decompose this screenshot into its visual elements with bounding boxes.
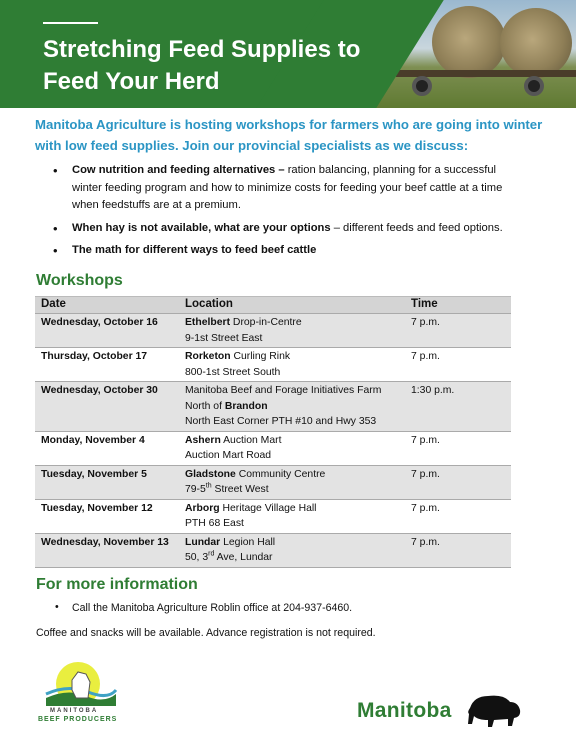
table-row — [35, 432, 511, 466]
table-row — [35, 314, 511, 348]
header-location: Location — [185, 298, 233, 311]
table-row — [35, 348, 511, 382]
town-name: Rorketon — [185, 351, 231, 362]
more-info-heading: For more information — [36, 576, 198, 593]
venue-name: Legion Hall — [220, 536, 276, 548]
topic-item — [53, 162, 523, 215]
topic-item — [53, 242, 523, 260]
topic-bold: Cow nutrition and feeding alternatives – — [72, 164, 285, 176]
row-date: Monday, November 4 — [41, 434, 145, 446]
topic-list — [53, 162, 523, 265]
more-info-list — [55, 602, 352, 614]
row-location — [185, 467, 411, 498]
mbp-logo-line2: BEEF PRODUCERS — [38, 716, 118, 723]
row-date: Wednesday, November 13 — [41, 536, 169, 548]
mbp-logo-line1: MANITOBA — [50, 708, 99, 714]
table-header — [35, 296, 511, 314]
row-time: 7 p.m. — [411, 468, 440, 480]
wagon-wheel — [412, 76, 432, 96]
title-line-1: Stretching Feed Supplies to — [43, 36, 361, 63]
topic-text: – different feeds and feed options. — [330, 221, 503, 234]
row-date: Tuesday, November 12 — [41, 502, 153, 514]
venue-address: 9-1st Street East — [185, 332, 263, 344]
topic-bold: The math for different ways to feed beef cattle — [72, 244, 317, 256]
row-time: 7 p.m. — [411, 317, 440, 328]
venue-name: Auction Mart — [220, 434, 282, 446]
workshops-heading: Workshops — [36, 272, 123, 289]
registration-note: Coffee and snacks will be available. Advance registration is not required. — [36, 627, 376, 639]
venue-name: Manitoba Beef and Forage Initiatives Farm — [185, 385, 382, 396]
venue-address: 79-5th Street West — [185, 482, 269, 495]
row-location — [185, 501, 411, 532]
table-row — [35, 500, 511, 534]
row-date: Wednesday, October 16 — [41, 317, 158, 328]
town-name: Ashern — [185, 434, 221, 446]
row-location — [185, 535, 411, 566]
table-row — [35, 382, 511, 432]
workshops-table — [35, 296, 511, 568]
town-name: Brandon — [224, 400, 268, 412]
hay-bale — [432, 6, 506, 78]
row-location — [185, 349, 411, 380]
table-row — [35, 466, 511, 500]
row-time: 7 p.m. — [411, 502, 440, 514]
wagon-wheel — [524, 76, 544, 96]
row-time: 7 p.m. — [411, 434, 440, 446]
row-date: Thursday, October 17 — [41, 351, 148, 362]
town-name: Gladstone — [185, 468, 236, 480]
title-rule — [43, 22, 98, 24]
row-location — [185, 383, 411, 430]
contact-item: • Call the Manitoba Agriculture Roblin office at 204-937-6460. — [55, 602, 352, 614]
header-banner — [0, 0, 576, 108]
town-name: Arborg — [185, 502, 220, 514]
topic-item — [53, 220, 523, 238]
title-line-2: Feed Your Herd — [43, 68, 220, 95]
row-time: 7 p.m. — [411, 351, 440, 362]
venue-address: 50, 3rd Ave, Lundar — [185, 550, 273, 563]
row-time: 7 p.m. — [411, 536, 440, 548]
venue-name: Curling Rink — [230, 351, 291, 362]
row-location — [185, 315, 411, 346]
page-title — [43, 34, 373, 98]
venue-address: PTH 68 East — [185, 518, 244, 529]
venue-direction: North of — [185, 400, 225, 412]
venue-name: Community Centre — [235, 468, 326, 480]
header-date: Date — [41, 298, 66, 311]
venue-address: Auction Mart Road — [185, 450, 272, 461]
town-name: Lundar — [185, 536, 221, 548]
row-time: 1:30 p.m. — [411, 385, 455, 396]
town-name: Ethelbert — [185, 317, 231, 328]
row-date: Wednesday, October 30 — [41, 385, 158, 396]
row-location — [185, 433, 411, 464]
table-row — [35, 534, 511, 568]
topic-bold: When hay is not available, what are your options — [72, 221, 331, 234]
venue-name: Heritage Village Hall — [219, 502, 317, 514]
row-date: Tuesday, November 5 — [41, 468, 147, 480]
topic-text: ration balancing, planning for a successful winter feeding program and how to minimize costs for feeding your beef cattle at a time when feedstuffs are at a premium. — [72, 164, 503, 211]
hay-bale — [500, 8, 572, 78]
venue-name: Drop-in-Centre — [230, 317, 302, 328]
header-time: Time — [411, 298, 438, 311]
intro-text: Manitoba Agriculture is hosting workshops for farmers who are going into winter with low feed supplies. Join our provincial specialists as we discuss: — [35, 117, 543, 153]
bison-icon — [464, 690, 524, 728]
venue-address: 800-1st Street South — [185, 366, 281, 378]
manitoba-wordmark: Manitoba — [357, 699, 452, 722]
venue-address: North East Corner PTH #10 and Hwy 353 — [185, 416, 377, 427]
